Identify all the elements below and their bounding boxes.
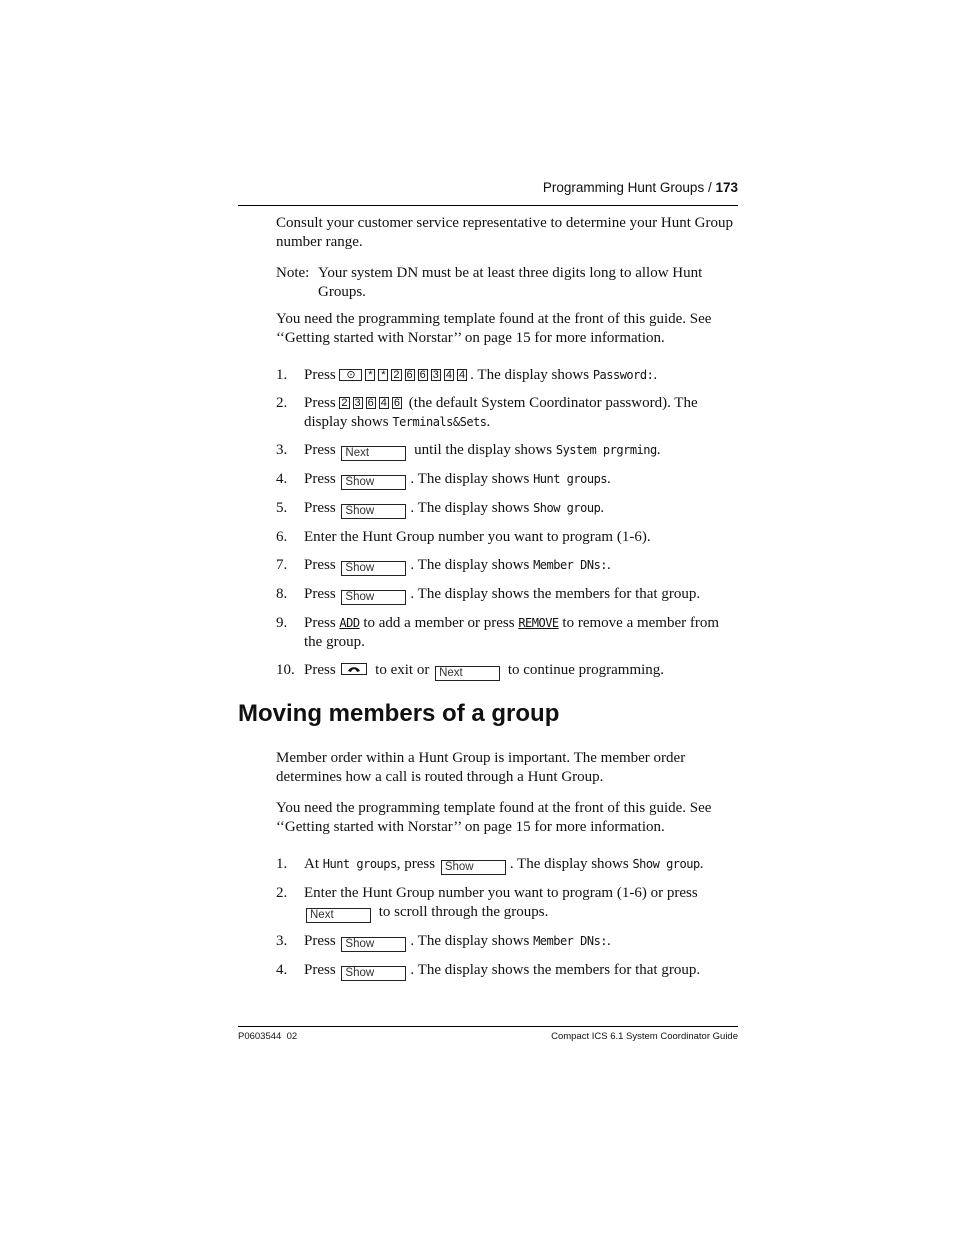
step-text: . <box>653 367 658 383</box>
step-number: 2. <box>276 885 288 901</box>
step-text: . <box>656 442 661 458</box>
step-text: to remove a member from the group. <box>304 615 720 650</box>
step-text: until the display shows <box>414 442 553 458</box>
step-number: 3. <box>276 933 288 949</box>
step-text: . <box>607 557 611 573</box>
step-text: . <box>607 933 611 949</box>
page-number: 173 <box>715 180 738 195</box>
step-5 <box>276 499 738 519</box>
step-text: , press <box>396 856 436 872</box>
step-text: Press <box>304 395 336 411</box>
feature-key[interactable]: ⊙ <box>339 369 362 381</box>
dial-key[interactable]: 2 <box>393 369 400 381</box>
step-text: Press <box>304 500 336 516</box>
show-softkey[interactable]: Show <box>341 561 406 576</box>
release-key-icon[interactable] <box>341 663 367 675</box>
display-text: Hunt groups <box>533 472 608 486</box>
step-number: 2. <box>276 395 288 411</box>
running-header <box>238 180 738 202</box>
step-6 <box>276 528 738 547</box>
step-text: (the default System Coordinator password). The display shows <box>304 395 698 430</box>
step-text: . The display shows <box>509 856 629 872</box>
dial-key[interactable]: 4 <box>445 369 453 381</box>
step-number: 1. <box>276 856 288 872</box>
dial-key[interactable]: 6 <box>367 397 374 409</box>
step-text: . <box>486 414 491 430</box>
step-text: . <box>699 856 704 872</box>
step-number: 9. <box>276 615 288 631</box>
step-1 <box>276 855 738 875</box>
note-label: Note: <box>276 265 310 281</box>
page-footer <box>238 1031 738 1042</box>
step-text: to exit or <box>375 662 430 678</box>
step-text: Enter the Hunt Group number you want to program (1-6) or press <box>304 885 698 901</box>
star-key[interactable]: * <box>378 369 388 381</box>
next-softkey[interactable]: Next <box>341 446 406 461</box>
dial-key[interactable]: 3 <box>432 369 439 381</box>
remove-display-key[interactable]: REMOVE <box>518 616 559 630</box>
document-number: P0603544 02 <box>238 1031 298 1042</box>
display-text: System prgrming <box>555 443 657 457</box>
footer-rule <box>238 1026 738 1027</box>
step-text: At <box>304 856 319 872</box>
header-rule <box>238 205 738 206</box>
step-text: . The display shows <box>470 367 590 383</box>
step-text: . The display shows <box>410 500 530 516</box>
step-number: 8. <box>276 586 288 602</box>
show-softkey[interactable]: Show <box>341 937 406 952</box>
step-text: Press <box>304 933 336 949</box>
dial-key[interactable]: 3 <box>354 397 361 409</box>
step-text: Press <box>304 471 336 487</box>
step-number: 5. <box>276 500 288 516</box>
dial-key[interactable]: 4 <box>459 369 466 381</box>
display-text: Terminals&Sets <box>392 415 487 429</box>
step-10 <box>276 661 738 681</box>
step-text: . <box>600 500 605 516</box>
display-text: Member DNs: <box>533 558 608 572</box>
step-number: 1. <box>276 367 288 383</box>
display-text: Hunt groups <box>322 857 397 871</box>
step-text: . The display shows the members for that group. <box>410 586 701 602</box>
note <box>276 264 738 302</box>
step-number: 10. <box>276 662 295 678</box>
step-4 <box>276 470 738 490</box>
step-2 <box>276 394 738 432</box>
step-4 <box>276 961 738 981</box>
step-text: Press <box>304 367 336 383</box>
step-3 <box>276 932 738 952</box>
step-1 <box>276 366 738 385</box>
display-text: Password: <box>592 368 654 382</box>
step-text: Press <box>304 662 336 678</box>
member-order-paragraph: Member order within a Hunt Group is important. The member order determines how a call is routed through a Hunt Group. <box>276 750 686 785</box>
step-text: Press <box>304 615 336 631</box>
dial-key[interactable]: 4 <box>380 397 387 409</box>
display-text: Show group <box>533 501 601 515</box>
step-text: . The display shows <box>410 471 530 487</box>
step-text: Press <box>304 557 336 573</box>
header-title: Programming Hunt Groups / <box>542 180 712 195</box>
display-text: Show group <box>632 857 700 871</box>
step-text: Press <box>304 962 336 978</box>
step-text: . The display shows <box>410 933 530 949</box>
show-softkey[interactable]: Show <box>341 475 406 490</box>
add-display-key[interactable]: ADD <box>339 616 360 630</box>
show-softkey[interactable]: Show <box>341 590 406 605</box>
step-7 <box>276 556 738 576</box>
step-text: to scroll through the groups. <box>378 904 549 920</box>
moving-members-section <box>276 749 738 981</box>
show-softkey[interactable]: Show <box>441 860 506 875</box>
step-number: 3. <box>276 442 288 458</box>
section-heading: Moving members of a group <box>238 700 560 727</box>
show-softkey[interactable]: Show <box>341 966 406 981</box>
guide-title: Compact ICS 6.1 System Coordinator Guide <box>551 1031 738 1042</box>
template-paragraph: You need the programming template found at the front of this guide. See ‘‘Getting started with Norstar’’ on page 15 for more information. <box>276 311 712 346</box>
dial-key[interactable]: 6 <box>419 369 426 381</box>
step-text: to add a member or press <box>363 615 515 631</box>
step-text: Press <box>304 586 336 602</box>
template-paragraph: You need the programming template found at the front of this guide. See ‘‘Getting started with Norstar’’ on page 15 for more information. <box>276 800 712 835</box>
step-2 <box>276 884 738 923</box>
step-text: Enter the Hunt Group number you want to program (1-6). <box>304 529 651 545</box>
note-text: Your system DN must be at least three digits long to allow Hunt Groups. <box>318 265 703 300</box>
next-softkey[interactable]: Next <box>435 666 500 681</box>
step-3 <box>276 441 738 461</box>
step-list <box>276 366 738 681</box>
step-number: 4. <box>276 471 288 487</box>
step-text: . <box>607 471 611 487</box>
dial-key[interactable]: 2 <box>341 397 348 409</box>
step-9 <box>276 614 738 652</box>
intro-paragraph: Consult your customer service representative to determine your Hunt Group number range. <box>276 215 733 250</box>
intro-section <box>276 214 738 681</box>
step-number: 7. <box>276 557 288 573</box>
step-text: to continue programming. <box>507 662 665 678</box>
step-text: . The display shows the members for that group. <box>410 962 701 978</box>
next-softkey[interactable]: Next <box>306 908 371 923</box>
dial-key[interactable]: 6 <box>406 369 413 381</box>
step-number: 4. <box>276 962 288 978</box>
star-key[interactable]: * <box>365 369 375 381</box>
step-list <box>276 855 738 981</box>
show-softkey[interactable]: Show <box>341 504 406 519</box>
step-number: 6. <box>276 529 288 545</box>
step-8 <box>276 585 738 605</box>
display-text: Member DNs: <box>533 934 608 948</box>
step-text: . The display shows <box>410 557 530 573</box>
dial-key[interactable]: 6 <box>393 397 401 409</box>
step-text: Press <box>304 442 336 458</box>
